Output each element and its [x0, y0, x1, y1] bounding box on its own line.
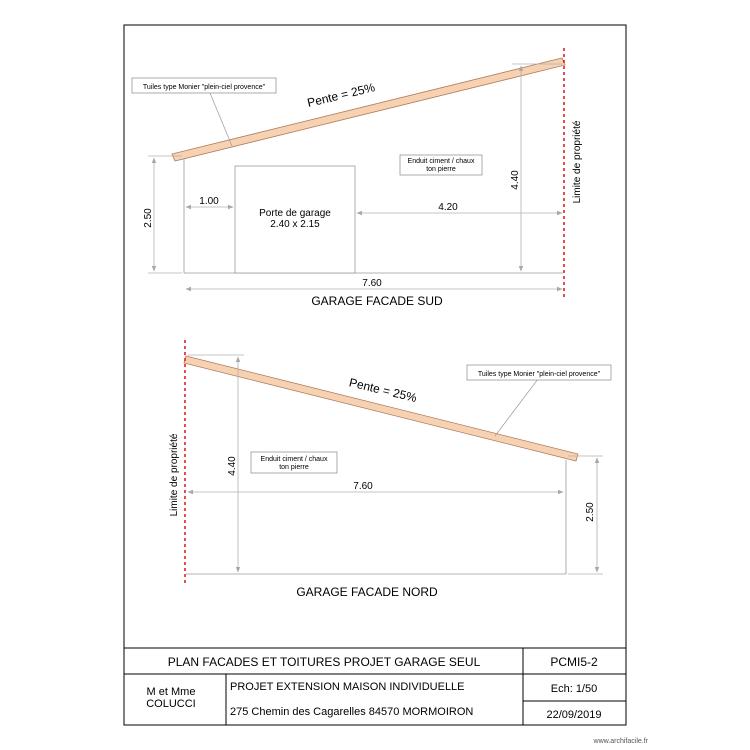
scale: Ech: 1/50 [550, 683, 598, 695]
plan-title: PLAN FACADES ET TOITURES PROJET GARAGE SEUL [167, 655, 481, 669]
sud-enduit-line2: ton pierre [426, 166, 456, 173]
nord-enduit-line2: ton pierre [279, 464, 309, 471]
project-address: 275 Chemin des Cagarelles 84570 MORMOIRON [230, 706, 474, 718]
sud-title: GARAGE FACADE SUD [311, 294, 443, 308]
sud-door-label-2: 2.40 x 2.15 [270, 219, 320, 230]
nord-dim-height-low-label: 2.50 [585, 502, 596, 522]
date: 22/09/2019 [546, 709, 602, 721]
nord-dim-width-label: 7.60 [353, 481, 373, 492]
nord-title: GARAGE FACADE NORD [296, 585, 438, 599]
plan-code: PCMI5-2 [550, 655, 598, 669]
facade-nord [169, 340, 611, 599]
project-name: PROJET EXTENSION MAISON INDIVIDUELLE [230, 681, 465, 693]
sud-limite-label: Limite de propriété [572, 120, 583, 204]
nord-limite-label: Limite de propriété [169, 433, 180, 517]
sud-dim-height-high-label: 4.40 [510, 170, 521, 190]
sud-door-label-1: Porte de garage [259, 208, 331, 219]
sud-dim-width-label: 7.60 [362, 278, 382, 289]
sud-roof-board [172, 58, 565, 161]
nord-enduit-line1: Enduit ciment / chaux [260, 456, 328, 463]
sud-enduit-line1: Enduit ciment / chaux [407, 158, 475, 165]
nord-dim-height-high-label: 4.40 [227, 456, 238, 476]
sud-dim-left-offset-label: 1.00 [199, 196, 219, 207]
facade-sud [132, 48, 583, 308]
title-block [124, 648, 626, 725]
nord-tuiles-label: Tuiles type Monier "plein-ciel provence" [477, 371, 601, 378]
nord-pente-label: Pente = 25% [347, 375, 419, 405]
client-line-1: M et Mme [146, 686, 196, 698]
client-line-2: COLUCCI [146, 698, 196, 710]
sud-pente-label: Pente = 25% [305, 80, 377, 110]
watermark: www.archifacile.fr [593, 738, 648, 745]
sud-tuiles-leader [210, 93, 232, 146]
sud-dim-right-offset-label: 4.20 [438, 202, 458, 213]
sud-tuiles-label: Tuiles type Monier "plein-ciel provence" [142, 84, 266, 91]
sud-dim-height-low-label: 2.50 [143, 208, 154, 228]
nord-tuiles-leader [495, 379, 538, 436]
